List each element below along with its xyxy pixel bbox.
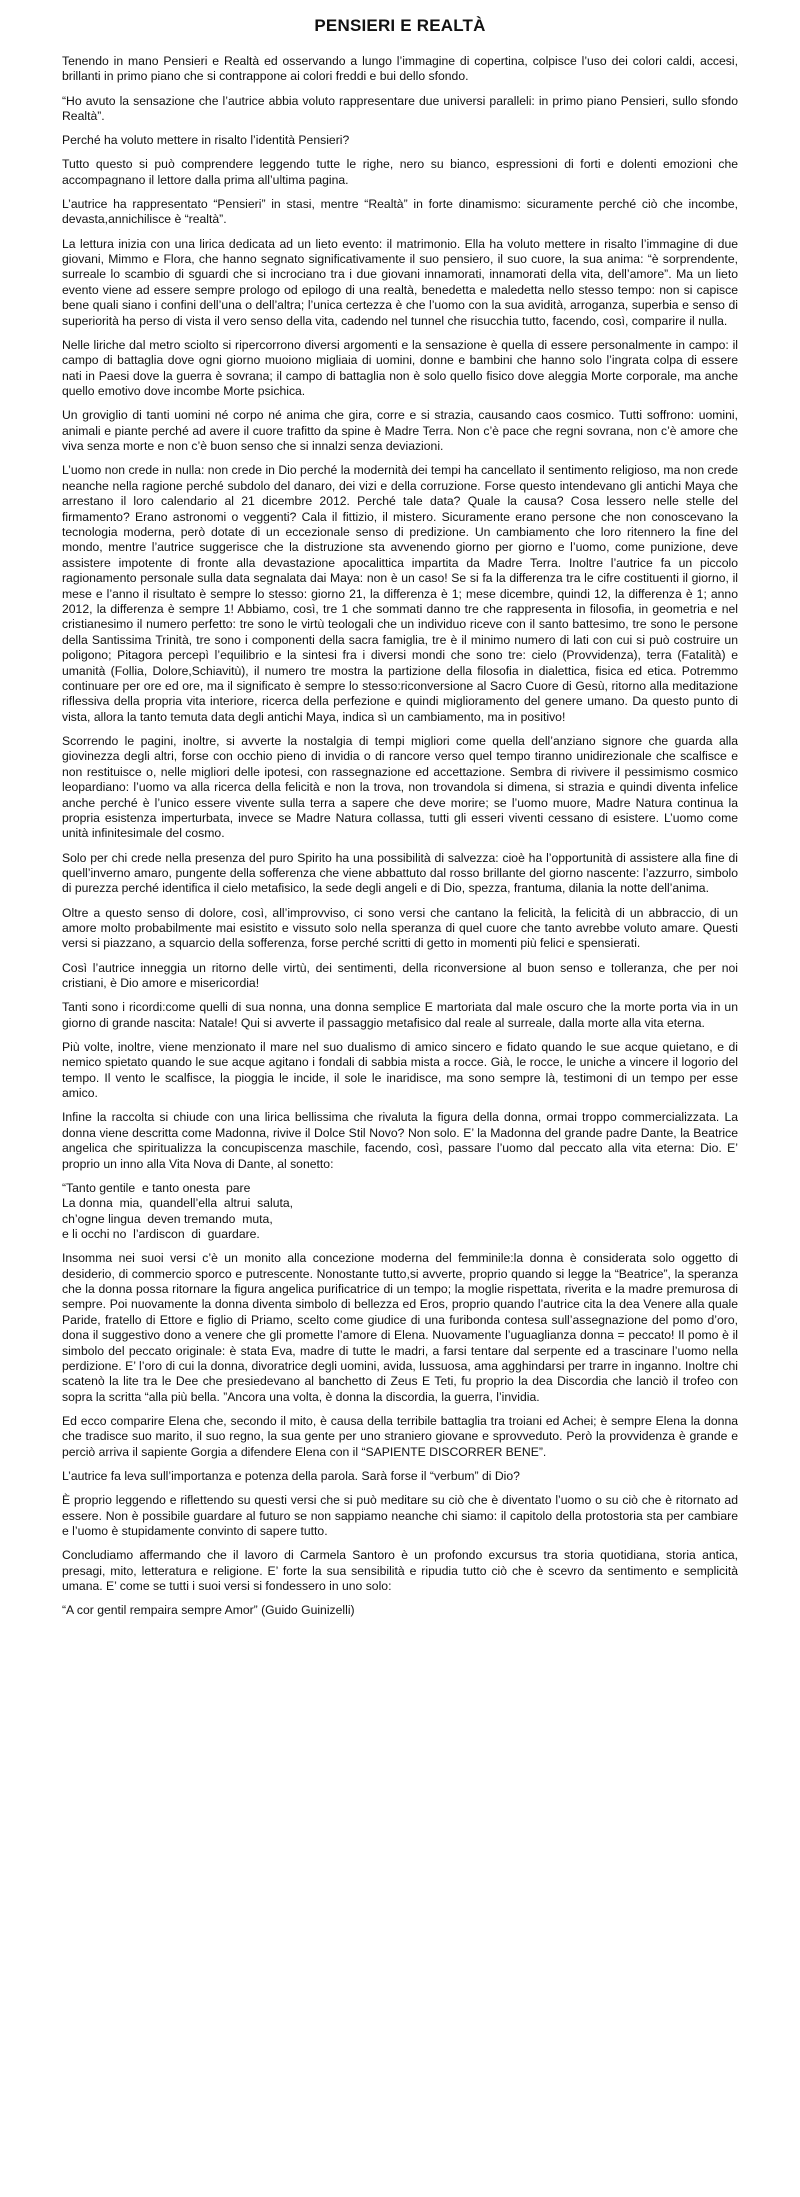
page-title: PENSIERI E REALTÀ <box>314 16 486 35</box>
paragraph: Un groviglio di tanti uomini né corpo né anima che gira, corre e si strazia, causando caos cosmico. Tutti soffrono: uomini, animali e piante perché ad avere il cuore trafitto da spine è Madre Terra. Non c’è pace che regni sovrana, non c’è amore che viva senza morte e non c’è buon senso che si innalzi senza deviazioni. <box>62 408 738 454</box>
paragraph: La lettura inizia con una lirica dedicata ad un lieto evento: il matrimonio. Ella ha voluto mettere in risalto l’immagine di due giovani, Mimmo e Flora, che hanno segnato significativamente il suo pensiero, il suo cuore, la sua anima: “è sorprendente, surreale lo scambio di sguardi che si incrociano tra i due giovani innamorati, innamorati della vita, dell’amore”. Ma un lieto evento viene ad essere sempre prologo od epilogo di una realtà, benedetta e maledetta nello stesso tempo: non si capisce bene quali siano i confini dell’una o dell’altra; l’unica certezza è che l’uomo con la sua avidità, arroganza, superbia e senso di superiorità ha perso di vista il vero senso della vita, cadendo nel tunnel che risucchia tutto, facendo, così, comparire il nulla. <box>62 236 738 328</box>
paragraph: Infine la raccolta si chiude con una lirica bellissima che rivaluta la figura della donna, ormai troppo commercializzata. La donna viene descritta come Madonna, rivive il Dolce Stil Novo? Non solo. E’ la Madonna del grande padre Dante, la Beatrice angelica che spiritualizza la concupiscenza maschile, facendo, così, passare l’uomo dal peccato alla vita eterna: Dio. E’ proprio un inno alla Vita Nova di Dante, al sonetto: <box>62 1110 738 1171</box>
poem-line: “Tanto gentile e tanto onesta pare <box>62 1180 251 1195</box>
paragraph: L’autrice ha rappresentato “Pensieri” in stasi, mentre “Realtà” in forte dinamismo: sicuramente perché ciò che incombe, devasta,annichilisce è “realtà”. <box>62 197 738 227</box>
paragraph: Perché ha voluto mettere in risalto l’identità Pensieri? <box>62 133 350 148</box>
paragraph: Scorrendo le pagini, inoltre, si avverte la nostalgia di tempi migliori come quella dell’anziano signore che guarda alla giovinezza degli altri, forse con occhio pieno di invidia o di rancore verso quel tempo tiranno unidirezionale che scalfisce e non restituisce o, nelle migliori delle ipotesi, con rassegnazione ed accettazione. Sembra di rivivere il pessimismo cosmico leopardiano: l’uomo va alla ricerca della felicità e non la trova, non trovandola si dimena, si strazia e quindi diventa infelice anche perché è l’unico essere vivente sulla terra a sapere che deve morire; se l’uomo muore, Madre Natura continua la propria esistenza imperturbata, invece se Madre Natura collassa, tutti gli esseri viventi cessano di esistere. L’uomo come unità infinitesimale del cosmo. <box>62 734 738 841</box>
paragraph: L’autrice fa leva sull’importanza e potenza della parola. Sarà forse il “verbum” di Dio? <box>62 1469 520 1484</box>
paragraph: Tanti sono i ricordi:come quelli di sua nonna, una donna semplice E martoriata dal male oscuro che la morte porta via in un giorno di grande nascita: Natale! Qui si avverte il passaggio metafisico dal reale al surreale, dalla morte alla vita eterna. <box>62 1000 738 1030</box>
sonnet-quote <box>62 1181 738 1243</box>
paragraph: Così l’autrice inneggia un ritorno delle virtù, dei sentimenti, della riconversione al buon senso e tolleranza, che per noi cristiani, è Dio amore e misericordia! <box>62 960 738 991</box>
document-page <box>62 0 738 1627</box>
poem-line: La donna mia, quandell’ella altrui saluta, <box>62 1196 294 1211</box>
paragraph: Oltre a questo senso di dolore, così, all’improvviso, ci sono versi che cantano la felicità, la felicità di un abbraccio, di un amore molto probabilmente mai esistito e vissuto solo nella speranza di quel cuore che tanto avrebbe voluto amare. Questi versi si piazzano, a squarcio della sofferenza, forse perché scritti di getto in momenti più felici e spensierati. <box>62 905 738 951</box>
poem-line: e li occhi no l’ardiscon di guardare. <box>62 1226 260 1241</box>
paragraph: Solo per chi crede nella presenza del puro Spirito ha una possibilità di salvezza: cioè ha l’opportunità di assistere alla fine di quell’inverno amaro, pungente della sofferenza che viene abbattuto dal rosso brillante del giorno nascente: l’azzurro, simbolo di purezza perché identifica il cielo metafisico, la sede degli angeli e di Dio, spezza, frantuma, dilania la notte dell’anima. <box>62 850 738 896</box>
paragraph: È proprio leggendo e riflettendo su questi versi che si può meditare su ciò che è diventato l’uomo o su ciò che è ritornato ad essere. Non è possibile guardare al futuro se non sappiamo neanche chi siamo: il capitolo della protostoria sta per cambiare e l’uomo è stupidamente convinto di sapere tutto. <box>62 1493 738 1539</box>
paragraph: Tutto questo si può comprendere leggendo tutte le righe, nero su bianco, espressioni di forti e dolenti emozioni che accompagnano il lettore dalla prima all’ultima pagina. <box>62 157 738 187</box>
paragraph: Ed ecco comparire Elena che, secondo il mito, è causa della terribile battaglia tra troiani ed Achei; è sempre Elena la donna che tradisce suo marito, il suo regno, la sua gente per uno straniero giovane e sprovveduto. Però la provvidenza è grande e perciò arriva il sapiente Gorgia a difendere Elena con il “SAPIENTE DISCORRER BENE”. <box>62 1414 738 1459</box>
paragraph: Tenendo in mano Pensieri e Realtà ed osservando a lungo l’immagine di copertina, colpisce l’uso dei colori caldi, accesi, brillanti in primo piano che si contrappone ai colori freddi e bui dello sfondo. <box>62 54 738 84</box>
paragraph: Più volte, inoltre, viene menzionato il mare nel suo dualismo di amico sincero e fidato quando le sue acque quietano, e di nemico spietato quando le sue acque agitano i fondali di sabbia mista a rocce. Già, le rocce, le uniche a vincere il logorio del tempo. Il vento le scalfisce, la pioggia le incide, il sole le inaridisce, ma sono sempre là, testimoni di un tempo per esse amico. <box>62 1039 738 1101</box>
paragraph: “Ho avuto la sensazione che l’autrice abbia voluto rappresentare due universi paralleli: in primo piano Pensieri, sullo sfondo Realtà”. <box>62 93 738 124</box>
paragraph: Nelle liriche dal metro sciolto si ripercorrono diversi argomenti e la sensazione è quella di essere personalmente in campo: il campo di battaglia dove ogni giorno muoiono migliaia di uomini, donne e bambini che hanno solo l’ingrata colpa di essere nati in Paesi dove la guerra è sovrana; il campo di battaglia non è solo quello fisico dove aleggia Morte corporale, ma anche quello emotivo dove incombe Morte psichica. <box>62 337 738 399</box>
poem-line: ch’ogne lingua deven tremando muta, <box>62 1211 273 1226</box>
paragraph: Concludiamo affermando che il lavoro di Carmela Santoro è un profondo excursus tra storia quotidiana, storia antica, presagi, mito, letteratura e religione. E’ forte la sua sensibilità e ripudia tutto ciò che è scevro da sentimento e semplicità umana. E’ come se tutti i suoi versi si fondessero in uno solo: <box>62 1548 738 1594</box>
paragraph: L’uomo non crede in nulla: non crede in Dio perché la modernità dei tempi ha cancellato il sentimento religioso, ma non crede neanche nella ragione perché subdolo del danaro, dei vizi e della corruzione. Forse questo intendevano gli antichi Maya che arrestano il loro calendario al 21 dicembre 2012. Perché tale data? Quale la causa? Cosa lessero nelle stelle del firmamento? Erano astronomi o veggenti? Cala il fittizio, il mistero. Sicuramente erano persone che non conoscevano la tecnologia moderna, però dotate di un eccezionale senso di predizione. Un cambiamento che loro ritennero la fine del mondo, mentre l’autrice suggerisce che la distruzione sta avvenendo giorno per giorno e l’uomo, come punizione, deve assistere impotente di fronte alla devastazione apocalittica impartita da Madre Terra. Inoltre l’autrice fa un piccolo ragionamento personale sulla data segnalata dai Maya: non è un caso! Se si fa la differenza tra le cifre costituenti il giorno, il mese e l’anno il risultato è sempre lo stesso: giorno 21, la differenza è 1; mese dicembre, quindi 12, la differenza è 1; anno 2012, la differenza è sempre 1! Abbiamo, così, tre 1 che sommati danno tre che rappresenta in filosofia, in geometria e nel cristianesimo il numero perfetto: tre sono le virtù teologali che un individuo riceve con il santo battesimo, tre sono le persone della Santissima Trinità, tre sono i componenti della sacra famiglia, tre è il minimo numero di lati con cui si può costruire un poligono; Pitagora percepì l’equilibrio e la sintesi fra i diversi mondi che sono tre: cielo (Provvidenza), terra (Fatalità) e umanità (Follia, Dolore,Schiavitù), il numero tre mostra la partizione della filosofia in dialettica, fisica ed etica. Potremmo continuare per ore ed ore, ma il significato è sempre lo stesso:riconversione al Sacro Cuore di Gesù, ritorno alla meditazione riflessiva della propria vita interiore, ricerca della perfezione e quindi miglioramento del genere umano. Da questo punto di vista, allora la tanto temuta data degli antichi Maya, indica sì un cambiamento, ma in positivo! <box>62 463 738 724</box>
paragraph: Insomma nei suoi versi c’è un monito alla concezione moderna del femminile:la donna è considerata solo oggetto di desiderio, di commercio sporco e putrescente. Nonostante tutto,si avverte, proprio quando si legge la “Beatrice”, la speranza che la donna possa ritornare la figura angelica purificatrice di un tempo; la moglie rispettata, riverita e la madre premurosa di sempre. Poi nuovamente la donna diventa simbolo di bellezza ed Eros, proprio quando l’autrice cita la dea Venere alla quale Paride, fratello di Ettore e figlio di Priamo, scelto come giudice di una furibonda contesa sull’assegnazione del pomo d’oro, dona il suggestivo dono a venere che gli promette l’amore di Elena. Nuovamente l’uguaglianza donna = peccato! Il pomo è il simbolo del peccato originale: è stata Eva, madre di tutte le madri, a farsi tentare dal serpente ed a trascinare l’uomo nella perdizione. E’ l’oro di cui la donna, divoratrice degli uomini, avida, lussuosa, ama agghindarsi per trarre in inganno. Inoltre chi scatenò la lite tra le Dee che presiedevano al banchetto di Zeus E Teti, fu proprio la dea Discordia che lanciò il trofeo con sopra la scritta “alla più bella. ”Ancora una volta, è donna la discordia, la guerra, l’invidia. <box>62 1251 738 1404</box>
closing-quote: “A cor gentil rempaira sempre Amor” (Guido Guinizelli) <box>62 1603 355 1618</box>
